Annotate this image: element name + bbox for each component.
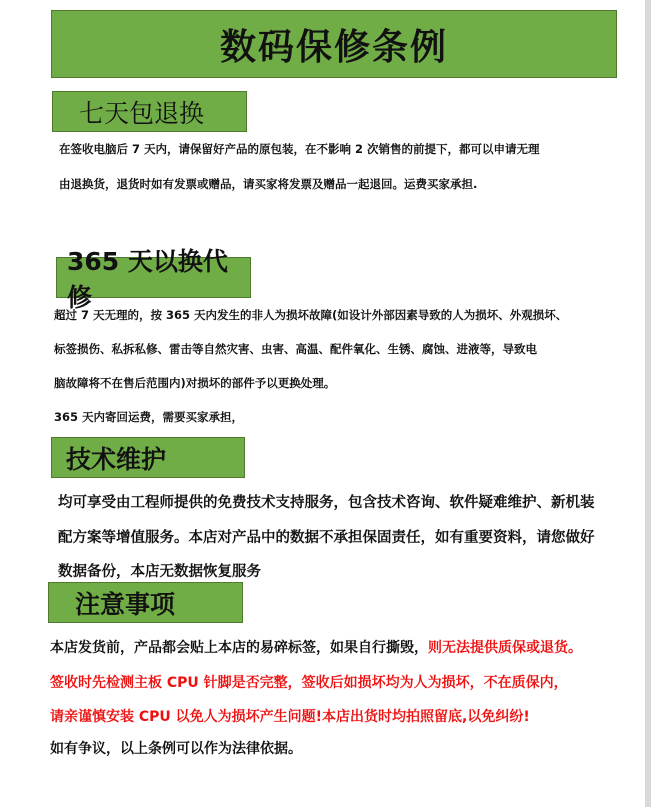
notes-line-3: 请亲谨慎安装 CPU 以免人为损坏产生问题!本店出货时均拍照留底,以免纠纷! (50, 709, 530, 725)
section-heading-tech-maintenance: 技术维护 (51, 437, 245, 478)
section-heading-notes: 注意事项 (48, 582, 243, 623)
section2-line-1: 超过 7 天无理的，按 365 天内发生的非人为损坏故障(如设计外部因素导致的人为损坏、外观损坏、 (54, 308, 568, 322)
page-title: 数码保修条例 (51, 10, 617, 78)
section-heading-365-day-replace: 365 天以换代修 (56, 257, 251, 298)
section2-line-2: 标签损伤、私拆私修、雷击等自然灾害、虫害、高温、配件氧化、生锈、腐蚀、进液等，导致电 (54, 342, 537, 356)
section1-line-2: 由退换货，退货时如有发票或赠品，请买家将发票及赠品一起退回。运费买家承担. (59, 177, 478, 191)
right-margin-bar (645, 0, 651, 807)
notes-line-2: 签收时先检测主板 CPU 针脚是否完整，签收后如损坏均为人为损坏，不在质保内， (50, 675, 568, 691)
notes-line-1 (50, 637, 582, 657)
notes-line-1-red: 则无法提供质保或退货。 (428, 640, 582, 656)
section2-line-3: 脑故障将不在售后范围内)对损坏的部件予以更换处理。 (54, 376, 336, 390)
section3-line-2: 配方案等增值服务。本店对产品中的数据不承担保固责任，如有重要资料，请您做好 (58, 530, 595, 546)
section3-line-1: 均可享受由工程师提供的免费技术支持服务，包含技术咨询、软件疑难维护、新机装 (58, 495, 595, 511)
section-heading-seven-day-return: 七天包退换 (52, 91, 247, 132)
section2-line-4: 365 天内寄回运费，需要买家承担， (54, 410, 244, 424)
section1-line-1: 在签收电脑后 7 天内，请保留好产品的原包装，在不影响 2 次销售的前提下，都可以申请无理 (59, 142, 540, 156)
notes-line-1-black: 本店发货前，产品都会贴上本店的易碎标签，如果自行撕毁， (50, 640, 428, 656)
notes-line-4: 如有争议，以上条例可以作为法律依据。 (50, 741, 302, 757)
section3-line-3: 数据备份，本店无数据恢复服务 (58, 564, 261, 580)
